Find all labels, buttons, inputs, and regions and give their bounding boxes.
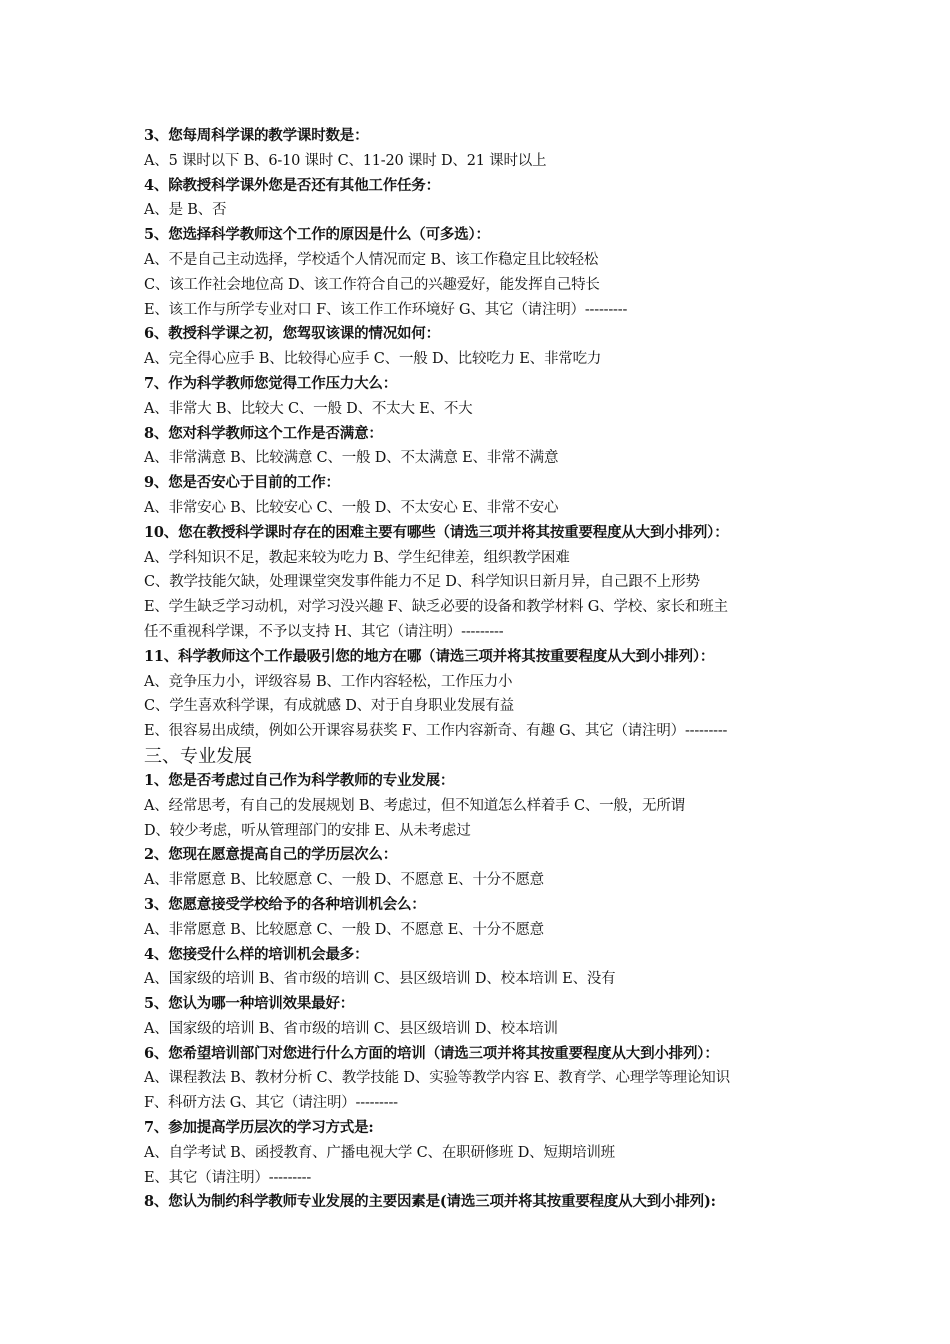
question-text: 4、您接受什么样的培训机会最多： [144,945,369,963]
question-text: 8、您对科学教师这个工作是否满意： [144,424,383,442]
answer-options: E、其它（请注明）--------- [144,1169,312,1186]
question-text: 3、您每周科学课的教学课时数是： [144,127,369,144]
question-text: 2、您现在愿意提高自己的学历层次么： [144,846,397,864]
answer-options: A、课程教法 B、教材分析 C、教学技能 D、实验等教学内容 E、教育学、心理学等理论知识 [144,1070,730,1087]
answer-options: E、很容易出成绩，例如公开课容易获奖 F、工作内容新奇、有趣 G、其它（请注明）--------- [144,723,728,740]
question-text: 9、您是否安心于目前的工作： [144,474,340,492]
answer-options: A、学科知识不足，教起来较为吃力 B、学生纪律差，组织教学困难 [144,549,570,566]
answer-options: A、非常愿意 B、比较愿意 C、一般 D、不愿意 E、十分不愿意 [144,872,544,889]
answer-options: C、学生喜欢科学课，有成就感 D、对于自身职业发展有益 [144,698,514,715]
answer-options: E、该工作与所学专业对口 F、该工作工作环境好 G、其它（请注明）--------- [144,301,628,318]
question-text: 1、您是否考虑过自己作为科学教师的专业发展： [144,771,455,789]
question-text: 10、您在教授科学课时存在的困难主要有哪些（请选三项并将其按重要程度从大到小排列）： [144,523,729,541]
answer-options: A、非常大 B、比较大 C、一般 D、不太大 E、不大 [144,400,473,417]
answer-options: F、科研方法 G、其它（请注明）--------- [144,1095,398,1112]
question-text: 5、您选择科学教师这个工作的原因是什么（可多选）： [144,226,490,244]
question-text: 11、科学教师这个工作最吸引您的地方在哪（请选三项并将其按重要程度从大到小排列）： [144,647,715,665]
answer-options: A、非常安心 B、比较安心 C、一般 D、不太安心 E、非常不安心 [144,499,559,516]
question-text: 3、您愿意接受学校给予的各种培训机会么： [144,895,426,913]
answer-options: A、非常愿意 B、比较愿意 C、一般 D、不愿意 E、十分不愿意 [144,921,544,938]
document-page [144,124,824,1215]
question-text: 7、作为科学教师您觉得工作压力大么： [144,374,397,392]
answer-options: A、5 课时以下 B、6-10 课时 C、11-20 课时 D、21 课时以上 [144,152,547,169]
answer-options: A、竞争压力小，评级容易 B、工作内容轻松，工作压力小 [144,673,513,690]
question-text: 8、您认为制约科学教师专业发展的主要因素是(请选三项并将其按重要程度从大到小排列): [144,1193,716,1211]
answer-options: A、经常思考，有自己的发展规划 B、考虑过，但不知道怎么样着手 C、一般，无所谓 [144,797,685,814]
answer-options: A、非常满意 B、比较满意 C、一般 D、不太满意 E、非常不满意 [144,450,559,467]
question-text: 6、您希望培训部门对您进行什么方面的培训（请选三项并将其按重要程度从大到小排列）： [144,1044,719,1062]
question-text: 4、除教授科学课外您是否还有其他工作任务： [144,176,440,194]
section-heading: 三、专业发展 [144,745,252,767]
answer-options: A、国家级的培训 B、省市级的培训 C、县区级培训 D、校本培训 E、没有 [144,971,616,988]
question-text: 7、参加提高学历层次的学习方式是: [144,1119,374,1137]
answer-options: A、是 B、否 [144,202,227,219]
answer-options: C、教学技能欠缺，处理课堂突发事件能力不足 D、科学知识日新月异，自己跟不上形势 [144,574,700,591]
answer-options: C、该工作社会地位高 D、该工作符合自己的兴趣爱好，能发挥自己特长 [144,276,600,293]
answer-options: D、较少考虑，听从管理部门的安排 E、从未考虑过 [144,822,471,839]
answer-options: A、不是自己主动选择，学校适个人情况而定 B、该工作稳定且比较轻松 [144,251,599,268]
question-text: 6、教授科学课之初，您驾驭该课的情况如何： [144,325,440,343]
answer-options: A、国家级的培训 B、省市级的培训 C、县区级培训 D、校本培训 [144,1020,558,1037]
answer-options: A、自学考试 B、函授教育、广播电视大学 C、在职研修班 D、短期培训班 [144,1144,615,1161]
question-text: 5、您认为哪一种培训效果最好： [144,995,355,1013]
answer-options: E、学生缺乏学习动机，对学习没兴趣 F、缺乏必要的设备和教学材料 G、学校、家长和班主 [144,599,728,616]
answer-options: 任不重视科学课，不予以支持 H、其它（请注明）--------- [144,623,504,640]
answer-options: A、完全得心应手 B、比较得心应手 C、一般 D、比较吃力 E、非常吃力 [144,351,602,368]
